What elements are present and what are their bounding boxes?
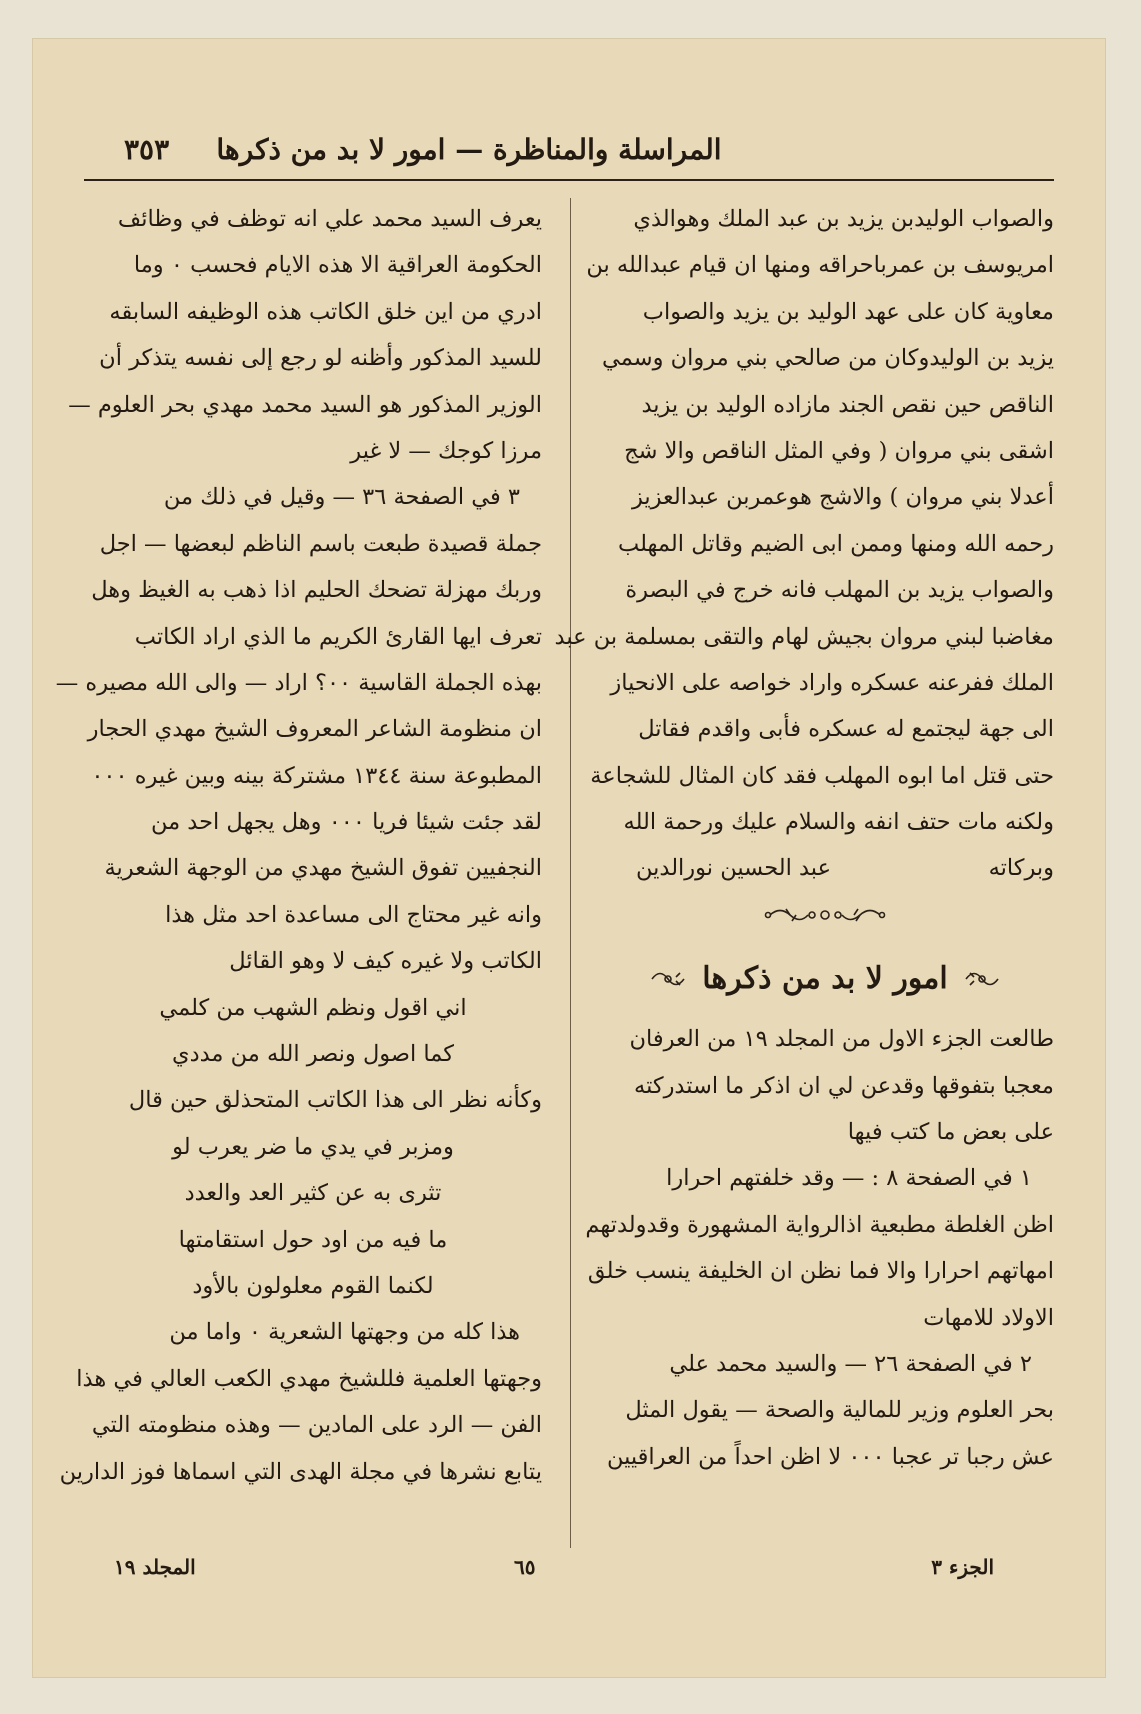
- text-line: ١ في الصفحة ٨ : — وقد خلفتهم احرارا: [666, 1165, 1032, 1192]
- text-line: عش رجبا تر عجبا ٠٠٠ لا اظن احداً من العراقيين: [606, 1443, 1054, 1470]
- text-line: الناقص حين نقص الجند مازاده الوليد بن يزيد: [641, 391, 1054, 418]
- text-line: والصواب يزيد بن المهلب فانه خرج في البصرة: [625, 577, 1054, 604]
- text-line: وربك مهزلة تضحك الحليم اذا ذهب به الغيظ وهل: [91, 577, 542, 604]
- text-line: يعرف السيد محمد علي انه توظف في وظائف: [117, 206, 542, 232]
- text-line: الفن — الرد على المادين — وهذه منظومته التي: [91, 1412, 542, 1439]
- section-ornament: [596, 892, 1054, 938]
- text-line: طالعت الجزء الاول من المجلد ١٩ من العرفان: [629, 1026, 1054, 1053]
- verse-line: ومزبر في يدي ما ضر يعرب لو: [172, 1133, 454, 1160]
- document-page: [55, 78, 1054, 1638]
- text-line: للسيد المذكور وأظنه لو رجع إلى نفسه يتذكر أن: [99, 345, 542, 372]
- title-flourish-icon: [648, 966, 688, 992]
- text-line: الحكومة العراقية الا هذه الايام فحسب ٠ وما: [133, 252, 542, 279]
- text-line: ٢ في الصفحة ٢٦ — والسيد محمد علي: [669, 1350, 1032, 1377]
- text-line: ادري من اين خلق الكاتب هذه الوظيفه السابقه: [109, 298, 542, 325]
- text-line: تعرف ايها القارئ الكريم ما الذي اراد الكاتب: [134, 623, 542, 650]
- page-footer: [84, 1555, 1054, 1589]
- article-title: امور لا بد من ذكرها: [702, 961, 948, 997]
- text-line: معاوية كان على عهد الوليد بن يزيد والصواب: [642, 298, 1054, 325]
- text-line: مرزا كوجك — لا غير: [350, 437, 542, 464]
- text-line: معجبا بتفوقها وقدعن لي ان اذكر ما استدركته: [634, 1072, 1054, 1099]
- text-line: هذا كله من وجهتها الشعرية ٠ واما من: [169, 1319, 520, 1346]
- text-line: وكأنه نظر الى هذا الكاتب المتحذلق حين قال: [128, 1087, 542, 1114]
- text-line: وانه غير محتاج الى مساعدة احد مثل هذا: [165, 901, 542, 928]
- verse-line: اني اقول ونظم الشهب من كلمي: [159, 994, 467, 1021]
- text-line: رحمه الله ومنها وممن ابى الضيم وقاتل المهلب: [618, 530, 1054, 557]
- title-flourish-icon: [962, 966, 1002, 992]
- text-line: الاولاد للامهات: [923, 1304, 1054, 1331]
- author-signature: عبد الحسين نورالدين: [636, 855, 832, 882]
- text-line: على بعض ما كتب فيها: [847, 1119, 1054, 1146]
- text-line: وجهتها العلمية فللشيخ مهدي الكعب العالي في هذا: [76, 1365, 542, 1392]
- text-line: ان منظومة الشاعر المعروف الشيخ مهدي الحجار: [87, 716, 542, 743]
- verse-line: لكنما القوم معلولون بالأود: [192, 1272, 434, 1299]
- text-line: امهاتهم احرارا والا فما نظن ان الخليفة ينسب خلق: [587, 1258, 1054, 1285]
- footer-volume: المجلد ١٩: [114, 1555, 196, 1579]
- text-line: الى جهة ليجتمع له عسكره فأبى واقدم فقاتل: [638, 716, 1054, 743]
- text-line: والصواب الوليدبن يزيد بن عبد الملك وهوالذي: [633, 206, 1054, 232]
- text-line: أعدلا بني مروان ) والاشج هوعمربن عبدالعزيز: [631, 484, 1054, 511]
- text-line: جملة قصيدة طبعت باسم الناظم لبعضها — اجل: [99, 530, 542, 557]
- text-line: الكاتب ولا غيره كيف لا وهو القائل: [229, 948, 542, 975]
- page-header: [84, 133, 1054, 181]
- article-title-block: [596, 942, 1054, 1016]
- left-column: [55, 196, 542, 1495]
- page-number: ٣٥٣: [124, 133, 170, 166]
- verse-line: تثرى به عن كثير العد والعدد: [184, 1180, 442, 1207]
- text-line: بحر العلوم وزير للمالية والصحة — يقول المثل: [625, 1397, 1054, 1424]
- text-line: لقد جئت شيئا فريا ٠٠٠ وهل يجهل احد من: [150, 809, 542, 836]
- text-line: اظن الغلطة مطبعية اذالرواية المشهورة وقدولدتهم: [585, 1211, 1054, 1238]
- verse-line: ما فيه من اود حول استقامتها: [178, 1226, 448, 1253]
- page-frame: [32, 38, 1106, 1678]
- text-line: يتابع نشرها في مجلة الهدى التي اسماها فوز الدارين: [59, 1458, 542, 1485]
- text-line: يزيد بن الوليدوكان من صالحي بني مروان وسمي: [601, 345, 1054, 372]
- running-title: المراسلة والمناظرة — امور لا بد من ذكرها: [216, 133, 722, 166]
- footer-signature-mark: ٦٥: [514, 1555, 536, 1579]
- text-line: بهذه الجملة القاسية ٠٠؟ اراد — والى الله مصيره —: [55, 669, 542, 696]
- right-column: [554, 196, 1054, 1480]
- text-line: النجفيين تفوق الشيخ مهدي من الوجهة الشعرية: [104, 855, 542, 882]
- text-line: الملك ففرعنه عسكره واراد خواصه على الانحياز: [610, 669, 1054, 696]
- verse-line: كما اصول ونصر الله من مددي: [171, 1041, 454, 1068]
- floral-divider-icon: [760, 902, 890, 928]
- column-divider: [570, 198, 571, 1548]
- closing-row: [596, 845, 1054, 891]
- footer-part: الجزء ٣: [931, 1555, 994, 1579]
- text-line: الوزير المذكور هو السيد محمد مهدي بحر العلوم —: [68, 391, 542, 418]
- text-line: مغاضبا لبني مروان بجيش لهام والتقى بمسلمة بن عبد: [554, 623, 1054, 650]
- text-line: امريوسف بن عمرباحراقه ومنها ان قيام عبدالله بن: [586, 252, 1054, 279]
- text-line: اشقى بني مروان ( وفي المثل الناقص والا شج: [624, 437, 1054, 464]
- text-line: ولكنه مات حتف انفه والسلام عليك ورحمة الله: [623, 809, 1054, 836]
- text-line: حتى قتل اما ابوه المهلب فقد كان المثال للشجاعة: [590, 762, 1054, 789]
- text-line: المطبوعة سنة ١٣٤٤ مشتركة بينه وبين غيره ٠٠٠: [91, 762, 542, 789]
- closing-word: وبركاته: [988, 855, 1054, 882]
- text-line: ٣ في الصفحة ٣٦ — وقيل في ذلك من: [163, 484, 520, 511]
